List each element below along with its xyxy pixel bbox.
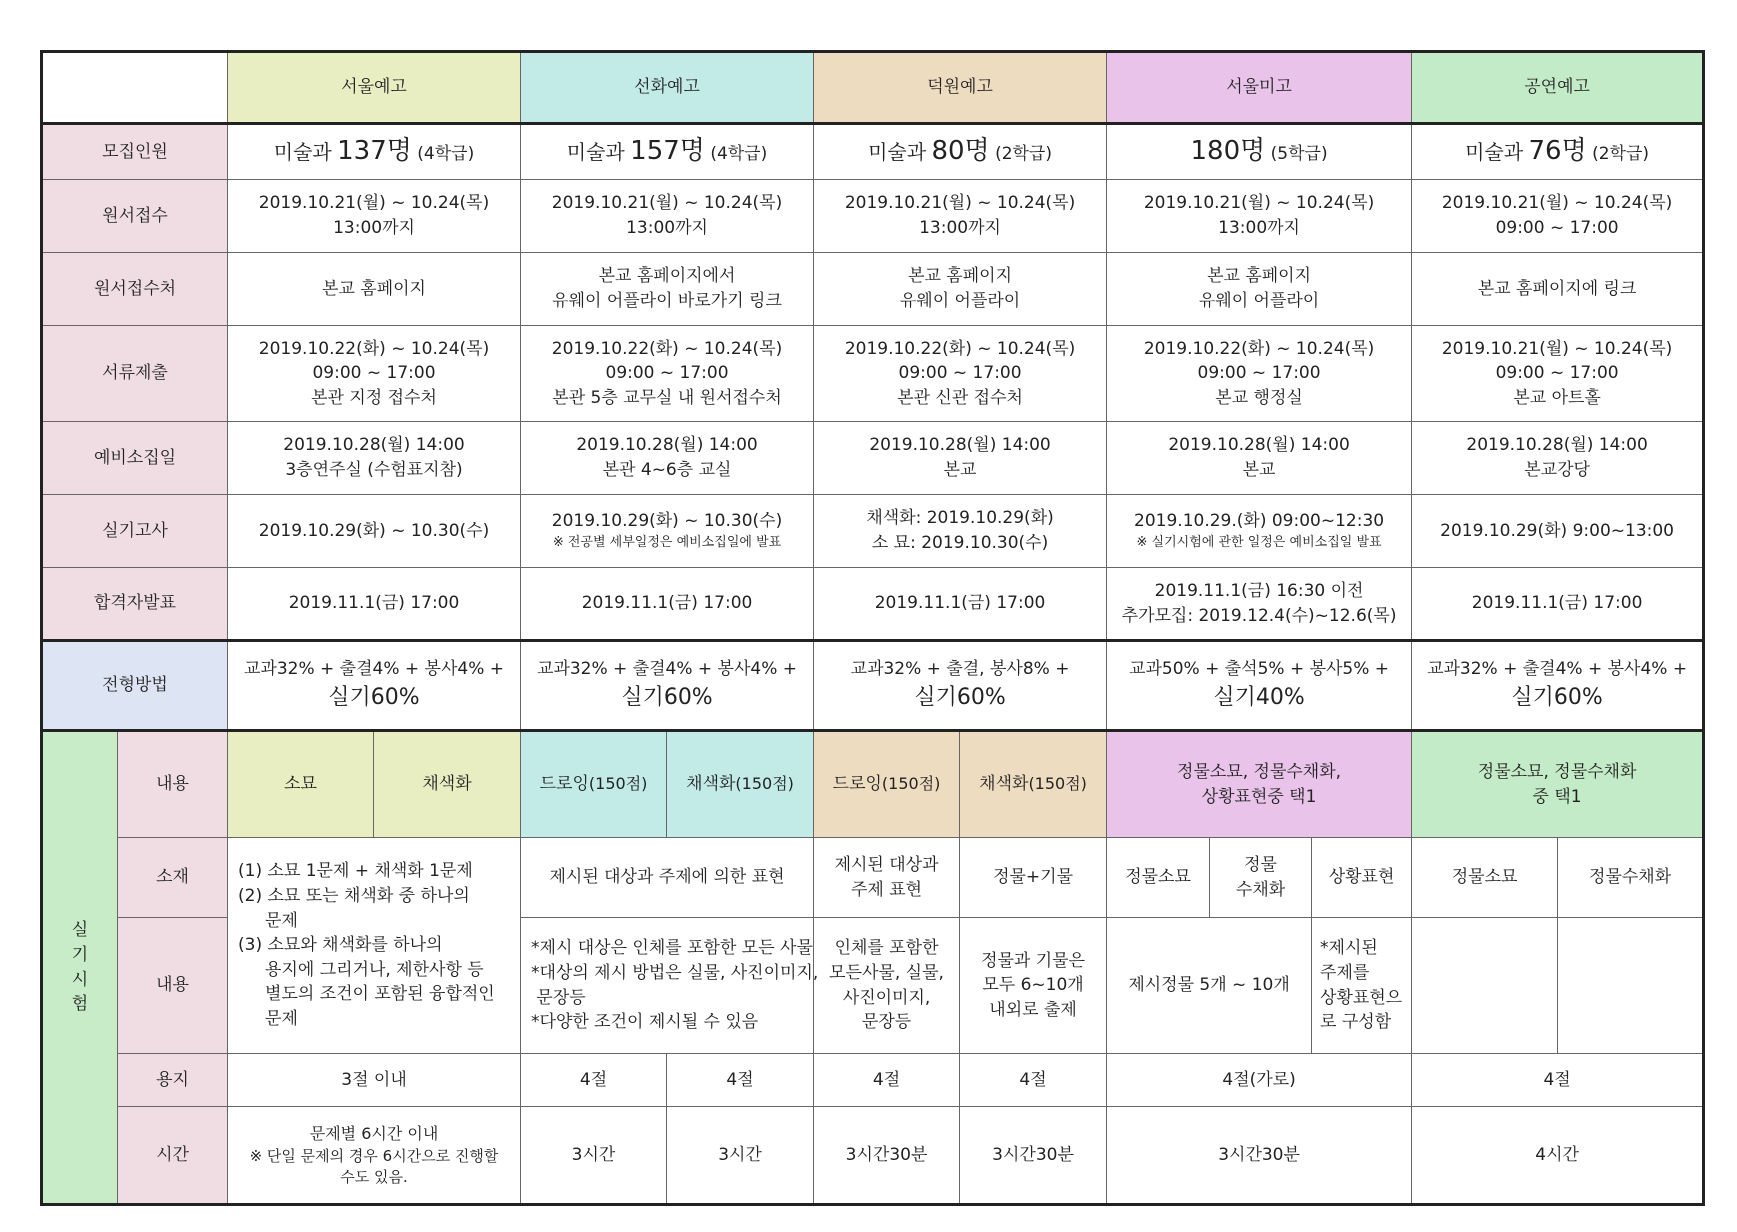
apply-place-cell: 본교 홈페이지에 링크 xyxy=(1412,253,1704,326)
deokwon-desc-2: 정물과 기물은 모두 6~10개 내외로 출제 xyxy=(960,918,1107,1054)
apply-cell: 2019.10.21(월) ~ 10.24(목) 13:00까지 xyxy=(814,180,1107,253)
gongyeon-desc-1 xyxy=(1412,918,1558,1054)
recruit-cell: 미술과 80명 (2학급) xyxy=(814,124,1107,180)
sunhwa-desc: *제시 대상은 인체를 포함한 모든 사물 *대상의 제시 방법은 실물, 사진이미지, 문장등 *다양한 조건이 제시될 수 있음 xyxy=(521,918,814,1054)
method-cell: 교과32% + 출결4% + 봉사4% + 실기60% xyxy=(1412,641,1704,731)
gongyeon-material-1: 정물소묘 xyxy=(1412,838,1558,918)
apply-place-cell: 본교 홈페이지 xyxy=(228,253,521,326)
deokwon-desc-1: 인체를 포함한 모든사물, 실물, 사진이미지, 문장등 xyxy=(814,918,960,1054)
seoul-content-1: 소묘 xyxy=(228,731,374,838)
recruit-cell: 미술과 76명 (2학급) xyxy=(1412,124,1704,180)
deokwon-material-1: 제시된 대상과 주제 표현 xyxy=(814,838,960,918)
apply-place-cell: 본교 홈페이지에서 유웨이 어플라이 바로가기 링크 xyxy=(521,253,814,326)
docs-cell: 2019.10.21(월) ~ 10.24(목) 09:00 ~ 17:00 본교 아트홀 xyxy=(1412,326,1704,422)
sunhwa-paper-1: 4절 xyxy=(521,1054,667,1107)
gongyeon-paper: 4절 xyxy=(1412,1054,1704,1107)
school-header-seoul: 서울예고 xyxy=(228,52,521,124)
row-recruit xyxy=(42,124,1704,180)
gongyeon-content: 정물소묘, 정물수채화 중 택1 xyxy=(1412,731,1704,838)
row-label-docs: 서류제출 xyxy=(42,326,228,422)
row-apply-place xyxy=(42,253,1704,326)
exam-cell: 2019.10.29.(화) 09:00~12:30 ※ 실기시험에 관한 일정은 예비소집일 발표 xyxy=(1107,495,1412,568)
exam-cell: 2019.10.29(화) ~ 10.30(수) ※ 전공별 세부일정은 예비소집일에 발표 xyxy=(521,495,814,568)
deokwon-time-1: 3시간30분 xyxy=(814,1107,960,1205)
school-header-deokwon: 덕원예고 xyxy=(814,52,1107,124)
school-header-gongyeon: 공연예고 xyxy=(1412,52,1704,124)
school-header-seoulmi: 서울미고 xyxy=(1107,52,1412,124)
header-corner-cell xyxy=(42,52,228,124)
method-cell: 교과32% + 출결4% + 봉사4% + 실기60% xyxy=(228,641,521,731)
deokwon-time-2: 3시간30분 xyxy=(960,1107,1107,1205)
apply-cell: 2019.10.21(월) ~ 10.24(목) 13:00까지 xyxy=(1107,180,1412,253)
row-method xyxy=(42,641,1704,731)
result-cell: 2019.11.1(금) 17:00 xyxy=(1412,568,1704,641)
row-docs xyxy=(42,326,1704,422)
method-cell: 교과50% + 출석5% + 봉사5% + 실기40% xyxy=(1107,641,1412,731)
seoulmi-desc-2: *제시된 주제를 상황표현으 로 구성함 xyxy=(1312,918,1412,1054)
prelim-cell: 2019.10.28(월) 14:00 본관 4~6층 교실 xyxy=(521,422,814,495)
deokwon-content-2: 채색화(150점) xyxy=(960,731,1107,838)
seoul-content-2: 채색화 xyxy=(374,731,521,838)
recruit-cell: 미술과 137명 (4학급) xyxy=(228,124,521,180)
deokwon-paper-1: 4절 xyxy=(814,1054,960,1107)
sub-label-time: 시간 xyxy=(118,1107,228,1205)
prelim-cell: 2019.10.28(월) 14:00 본교 xyxy=(1107,422,1412,495)
sunhwa-content-1: 드로잉(150점) xyxy=(521,731,667,838)
gongyeon-desc-2 xyxy=(1558,918,1704,1054)
sub-label-paper: 용지 xyxy=(118,1054,228,1107)
row-label-result: 합격자발표 xyxy=(42,568,228,641)
exam-cell: 2019.10.29(화) ~ 10.30(수) xyxy=(228,495,521,568)
result-cell: 2019.11.1(금) 16:30 이전 추가모집: 2019.12.4(수)~12.6(목) xyxy=(1107,568,1412,641)
row-exam xyxy=(42,495,1704,568)
docs-cell: 2019.10.22(화) ~ 10.24(목) 09:00 ~ 17:00 본관 신관 접수처 xyxy=(814,326,1107,422)
row-label-prelim: 예비소집일 xyxy=(42,422,228,495)
row-label-apply: 원서접수 xyxy=(42,180,228,253)
row-label-recruit: 모집인원 xyxy=(42,124,228,180)
apply-cell: 2019.10.21(월) ~ 10.24(목) 09:00 ~ 17:00 xyxy=(1412,180,1704,253)
seoulmi-material-1: 정물소묘 xyxy=(1107,838,1210,918)
sunhwa-content-2: 채색화(150점) xyxy=(667,731,814,838)
seoul-paper: 3절 이내 xyxy=(228,1054,521,1107)
row-practical-content xyxy=(42,731,1704,838)
sunhwa-time-2: 3시간 xyxy=(667,1107,814,1205)
school-header-sunhwa: 선화예고 xyxy=(521,52,814,124)
seoulmi-time: 3시간30분 xyxy=(1107,1107,1412,1205)
exam-cell: 2019.10.29(화) 9:00~13:00 xyxy=(1412,495,1704,568)
seoul-desc: (1) 소묘 1문제 + 채색화 1문제 (2) 소묘 또는 채색화 중 하나의 문제 (3) 소묘와 채색화를 하나의 용지에 그리거나, 제한사항 등 별도의 조건이 포함된 융합적인 문제 xyxy=(228,838,521,1054)
prelim-cell: 2019.10.28(월) 14:00 본교강당 xyxy=(1412,422,1704,495)
result-cell: 2019.11.1(금) 17:00 xyxy=(814,568,1107,641)
row-result xyxy=(42,568,1704,641)
docs-cell: 2019.10.22(화) ~ 10.24(목) 09:00 ~ 17:00 본교 행정실 xyxy=(1107,326,1412,422)
row-label-exam: 실기고사 xyxy=(42,495,228,568)
deokwon-paper-2: 4절 xyxy=(960,1054,1107,1107)
practical-section-label: 실 기 시 험 xyxy=(42,731,118,1205)
sunhwa-time-1: 3시간 xyxy=(521,1107,667,1205)
seoulmi-paper: 4절(가로) xyxy=(1107,1054,1412,1107)
row-practical-material xyxy=(42,838,1704,918)
seoulmi-material-3: 상황표현 xyxy=(1312,838,1412,918)
docs-cell: 2019.10.22(화) ~ 10.24(목) 09:00 ~ 17:00 본관 지정 접수처 xyxy=(228,326,521,422)
sunhwa-material: 제시된 대상과 주제에 의한 표현 xyxy=(521,838,814,918)
recruit-cell: 180명 (5학급) xyxy=(1107,124,1412,180)
method-cell: 교과32% + 출결4% + 봉사4% + 실기60% xyxy=(521,641,814,731)
admission-comparison-table xyxy=(40,50,1705,1206)
row-prelim xyxy=(42,422,1704,495)
apply-cell: 2019.10.21(월) ~ 10.24(목) 13:00까지 xyxy=(228,180,521,253)
apply-place-cell: 본교 홈페이지 유웨이 어플라이 xyxy=(814,253,1107,326)
method-cell: 교과32% + 출결, 봉사8% + 실기60% xyxy=(814,641,1107,731)
result-cell: 2019.11.1(금) 17:00 xyxy=(521,568,814,641)
row-label-method: 전형방법 xyxy=(42,641,228,731)
apply-cell: 2019.10.21(월) ~ 10.24(목) 13:00까지 xyxy=(521,180,814,253)
apply-place-cell: 본교 홈페이지 유웨이 어플라이 xyxy=(1107,253,1412,326)
seoulmi-content: 정물소묘, 정물수채화, 상황표현중 택1 xyxy=(1107,731,1412,838)
row-practical-paper xyxy=(42,1054,1704,1107)
result-cell: 2019.11.1(금) 17:00 xyxy=(228,568,521,641)
deokwon-content-1: 드로잉(150점) xyxy=(814,731,960,838)
recruit-cell: 미술과 157명 (4학급) xyxy=(521,124,814,180)
seoulmi-material-2: 정물 수채화 xyxy=(1210,838,1312,918)
row-apply xyxy=(42,180,1704,253)
docs-cell: 2019.10.22(화) ~ 10.24(목) 09:00 ~ 17:00 본관 5층 교무실 내 원서접수처 xyxy=(521,326,814,422)
deokwon-material-2: 정물+기물 xyxy=(960,838,1107,918)
gongyeon-material-2: 정물수채화 xyxy=(1558,838,1704,918)
seoulmi-desc-1: 제시정물 5개 ~ 10개 xyxy=(1107,918,1312,1054)
seoul-time: 문제별 6시간 이내 ※ 단일 문제의 경우 6시간으로 진행할 수도 있음. xyxy=(228,1107,521,1205)
row-label-apply-place: 원서접수처 xyxy=(42,253,228,326)
sub-label-content-detail: 내용 xyxy=(118,918,228,1054)
sub-label-material: 소재 xyxy=(118,838,228,918)
prelim-cell: 2019.10.28(월) 14:00 3층연주실 (수험표지참) xyxy=(228,422,521,495)
sub-label-content: 내용 xyxy=(118,731,228,838)
exam-cell: 채색화: 2019.10.29(화) 소 묘: 2019.10.30(수) xyxy=(814,495,1107,568)
row-practical-time xyxy=(42,1107,1704,1205)
gongyeon-time: 4시간 xyxy=(1412,1107,1704,1205)
prelim-cell: 2019.10.28(월) 14:00 본교 xyxy=(814,422,1107,495)
sunhwa-paper-2: 4절 xyxy=(667,1054,814,1107)
